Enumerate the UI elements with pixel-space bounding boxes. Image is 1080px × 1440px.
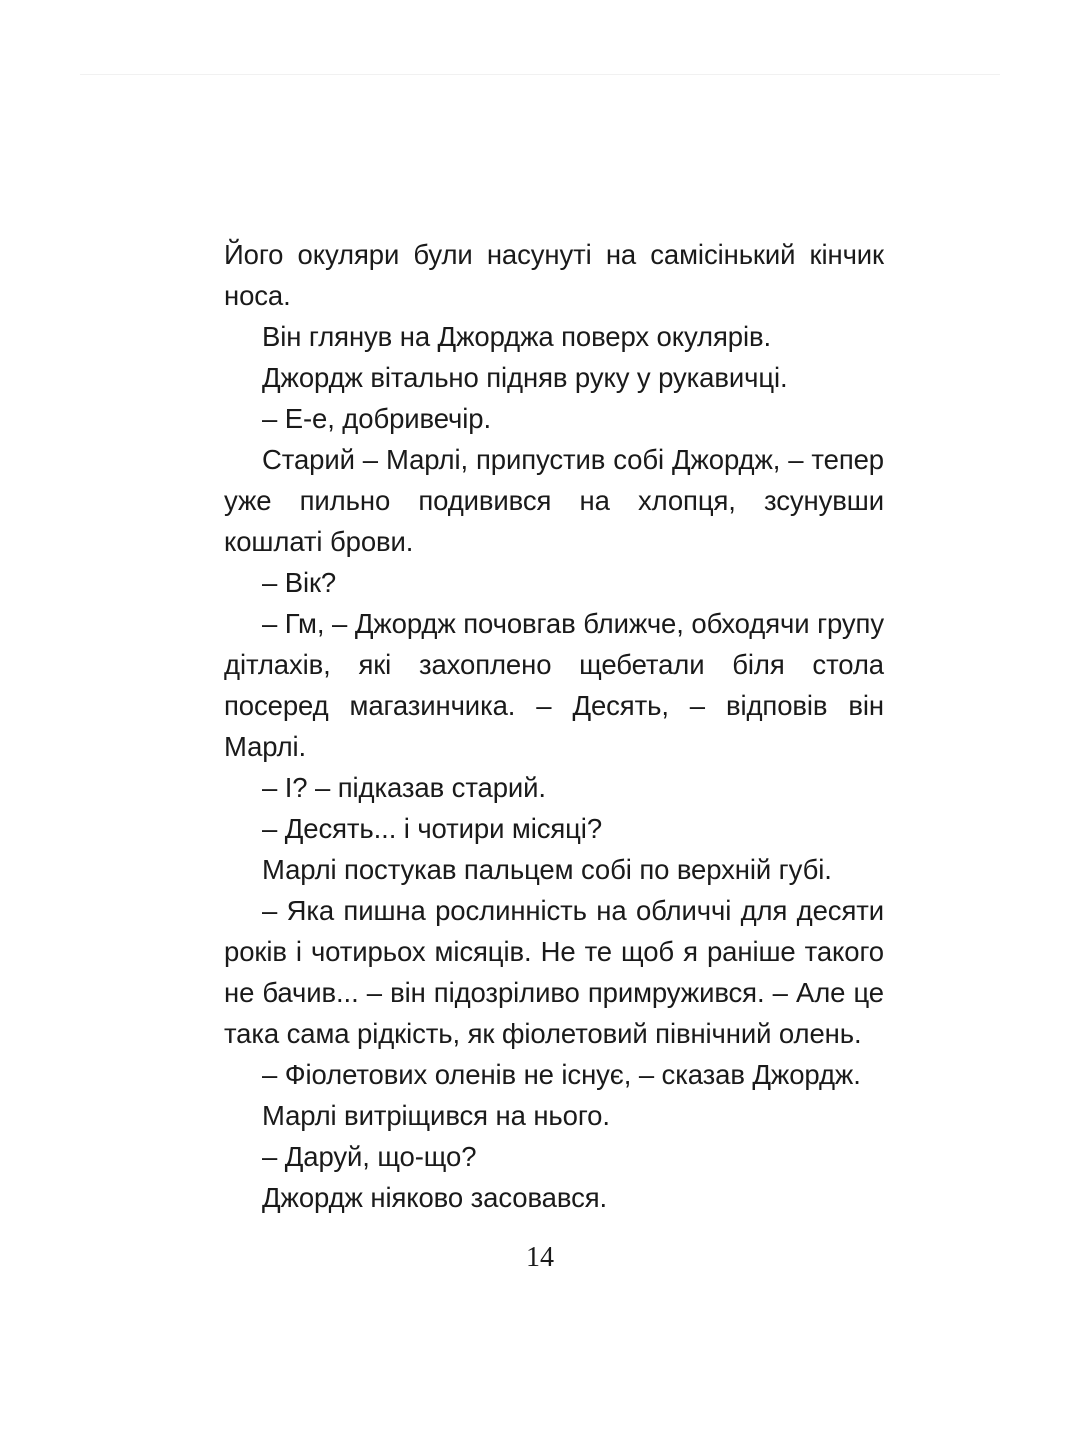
dialogue-line: – Вік? <box>262 567 337 598</box>
body-text <box>224 234 884 1218</box>
dialogue-line: – Е-е, добривечір. <box>262 403 492 434</box>
dialogue-line: – Фіолетових оленів не існує, – сказав Джордж. <box>262 1059 861 1090</box>
dialogue-line: – Гм, – Джордж почовгав ближче, обходячи групу дітлахів, які захоплено щебетали біля стола посеред магазинчика. – Десять, – відповів він Марлі. <box>224 608 884 762</box>
page-number: 14 <box>526 1242 554 1273</box>
paragraph: Марлі постукав пальцем собі по верхній губі. <box>262 854 832 885</box>
dialogue-line: – Даруй, що-що? <box>262 1141 477 1172</box>
top-divider <box>80 74 1000 75</box>
paragraph: Старий – Марлі, припустив собі Джордж, – тепер уже пильно подивився на хлопця, зсунувши кошлаті брови. <box>224 444 884 557</box>
paragraph: Джордж ніяково засовався. <box>262 1182 608 1213</box>
dialogue-line: – Яка пишна рослинність на обличчі для десяти років і чотирьох місяців. Не те щоб я раніше такого не бачив... – він підозріливо примружився. – Але це така сама рідкість, як фіолетовий північний олень. <box>224 895 884 1049</box>
paragraph: Його окуляри були насунуті на самісінький кінчик носа. <box>224 239 884 311</box>
dialogue-line: – Десять... і чотири місяці? <box>262 813 603 844</box>
dialogue-line: – І? – підказав старий. <box>262 772 546 803</box>
paragraph: Марлі витріщився на нього. <box>262 1100 610 1131</box>
paragraph: Джордж вітально підняв руку у рукавичці. <box>262 362 788 393</box>
paragraph: Він глянув на Джорджа поверх окулярів. <box>262 321 772 352</box>
